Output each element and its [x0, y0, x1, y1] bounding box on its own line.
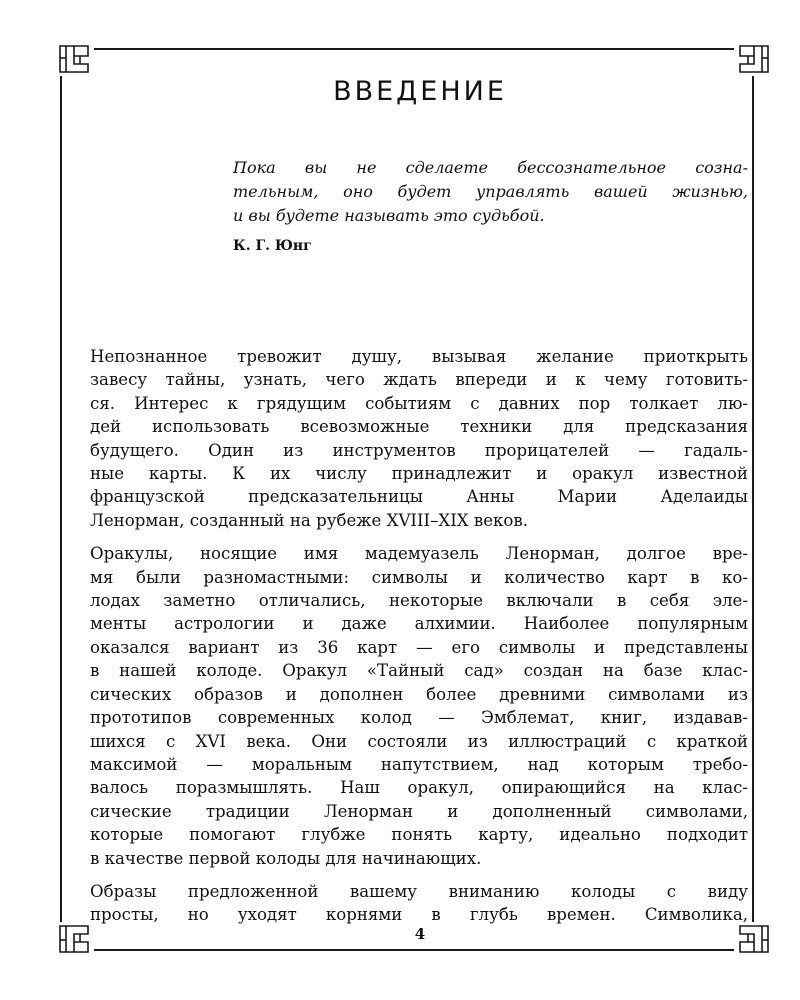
- epigraph-line: Пока вы не сделаете бессознательное созна-: [233, 158, 748, 177]
- page-number: 4: [414, 925, 426, 943]
- epigraph-quote: [233, 156, 748, 228]
- paragraph-line: которые помогают глубже понять карту, идеально подходит: [90, 825, 748, 845]
- paragraph-line: мя были разномастными: символы и количество карт в ко-: [90, 567, 748, 587]
- paragraph-line: дей использовать всевозможные техники для предсказания: [90, 417, 748, 437]
- paragraph-line: ся. Интерес к грядущим событиям с давних пор толкает лю-: [90, 393, 748, 413]
- paragraph: [90, 345, 748, 532]
- paragraph-line: валось поразмышлять. Наш оракул, опирающийся на клас-: [90, 778, 748, 798]
- paragraph-line: сические традиции Ленорман и дополненный символами,: [90, 801, 748, 821]
- paragraph-line: в качестве первой колоды для начинающих.: [90, 848, 482, 868]
- paragraph-line: Непознанное тревожит душу, вызывая желание приоткрыть: [90, 347, 748, 366]
- paragraph-line: шихся с XVI века. Они состояли из иллюстраций с краткой: [90, 731, 748, 751]
- paragraph-line: французской предсказательницы Анны Марии Аделаиды: [90, 487, 748, 507]
- paragraph-line: ные карты. К их числу принадлежит и оракул известной: [90, 464, 748, 484]
- paragraph-line: Ленорман, созданный на рубеже XVIII–XIX веков.: [90, 510, 528, 530]
- epigraph-line: и вы будете называть это судьбой.: [233, 206, 545, 225]
- paragraph-line: максимой — моральным напутствием, над которым требо-: [90, 754, 748, 774]
- paragraph: [90, 542, 748, 870]
- paragraph-line: в нашей колоде. Оракул «Тайный сад» создан на базе клас-: [90, 661, 748, 681]
- paragraph-line: лодах заметно отличались, некоторые включали в себя эле-: [90, 591, 748, 611]
- paragraph-line: Образы предложенной вашему вниманию колоды с виду: [90, 881, 748, 901]
- paragraph-line: просты, но уходят корнями в глубь времен. Символика,: [90, 905, 748, 925]
- paragraph-line: Оракулы, носящие имя мадемуазель Ленорман, долгое вре-: [90, 544, 748, 564]
- paragraph-line: менты астрологии и даже алхимии. Наиболее популярным: [90, 614, 748, 634]
- paragraph-line: завесу тайны, узнать, чего ждать впереди и к чему готовить-: [90, 370, 748, 390]
- meander-corner-icon: [734, 42, 774, 76]
- paragraph-line: прототипов современных колод — Эмблемат, книг, издавав-: [90, 708, 748, 728]
- body-text: [90, 345, 748, 937]
- paragraph: [90, 880, 748, 927]
- chapter-heading: ВВЕДЕНИЕ: [333, 76, 507, 107]
- paragraph-line: оказался вариант из 36 карт — его символы и представлены: [90, 637, 748, 657]
- epigraph-author: К. Г. Юнг: [233, 238, 312, 254]
- epigraph-line: тельным, оно будет управлять вашей жизнью,: [233, 182, 748, 201]
- meander-corner-icon: [54, 42, 94, 76]
- paragraph-line: сических образов и дополнен более древними символами из: [90, 684, 748, 704]
- paragraph-line: будущего. Один из инструментов прорицателей — гадаль-: [90, 440, 748, 460]
